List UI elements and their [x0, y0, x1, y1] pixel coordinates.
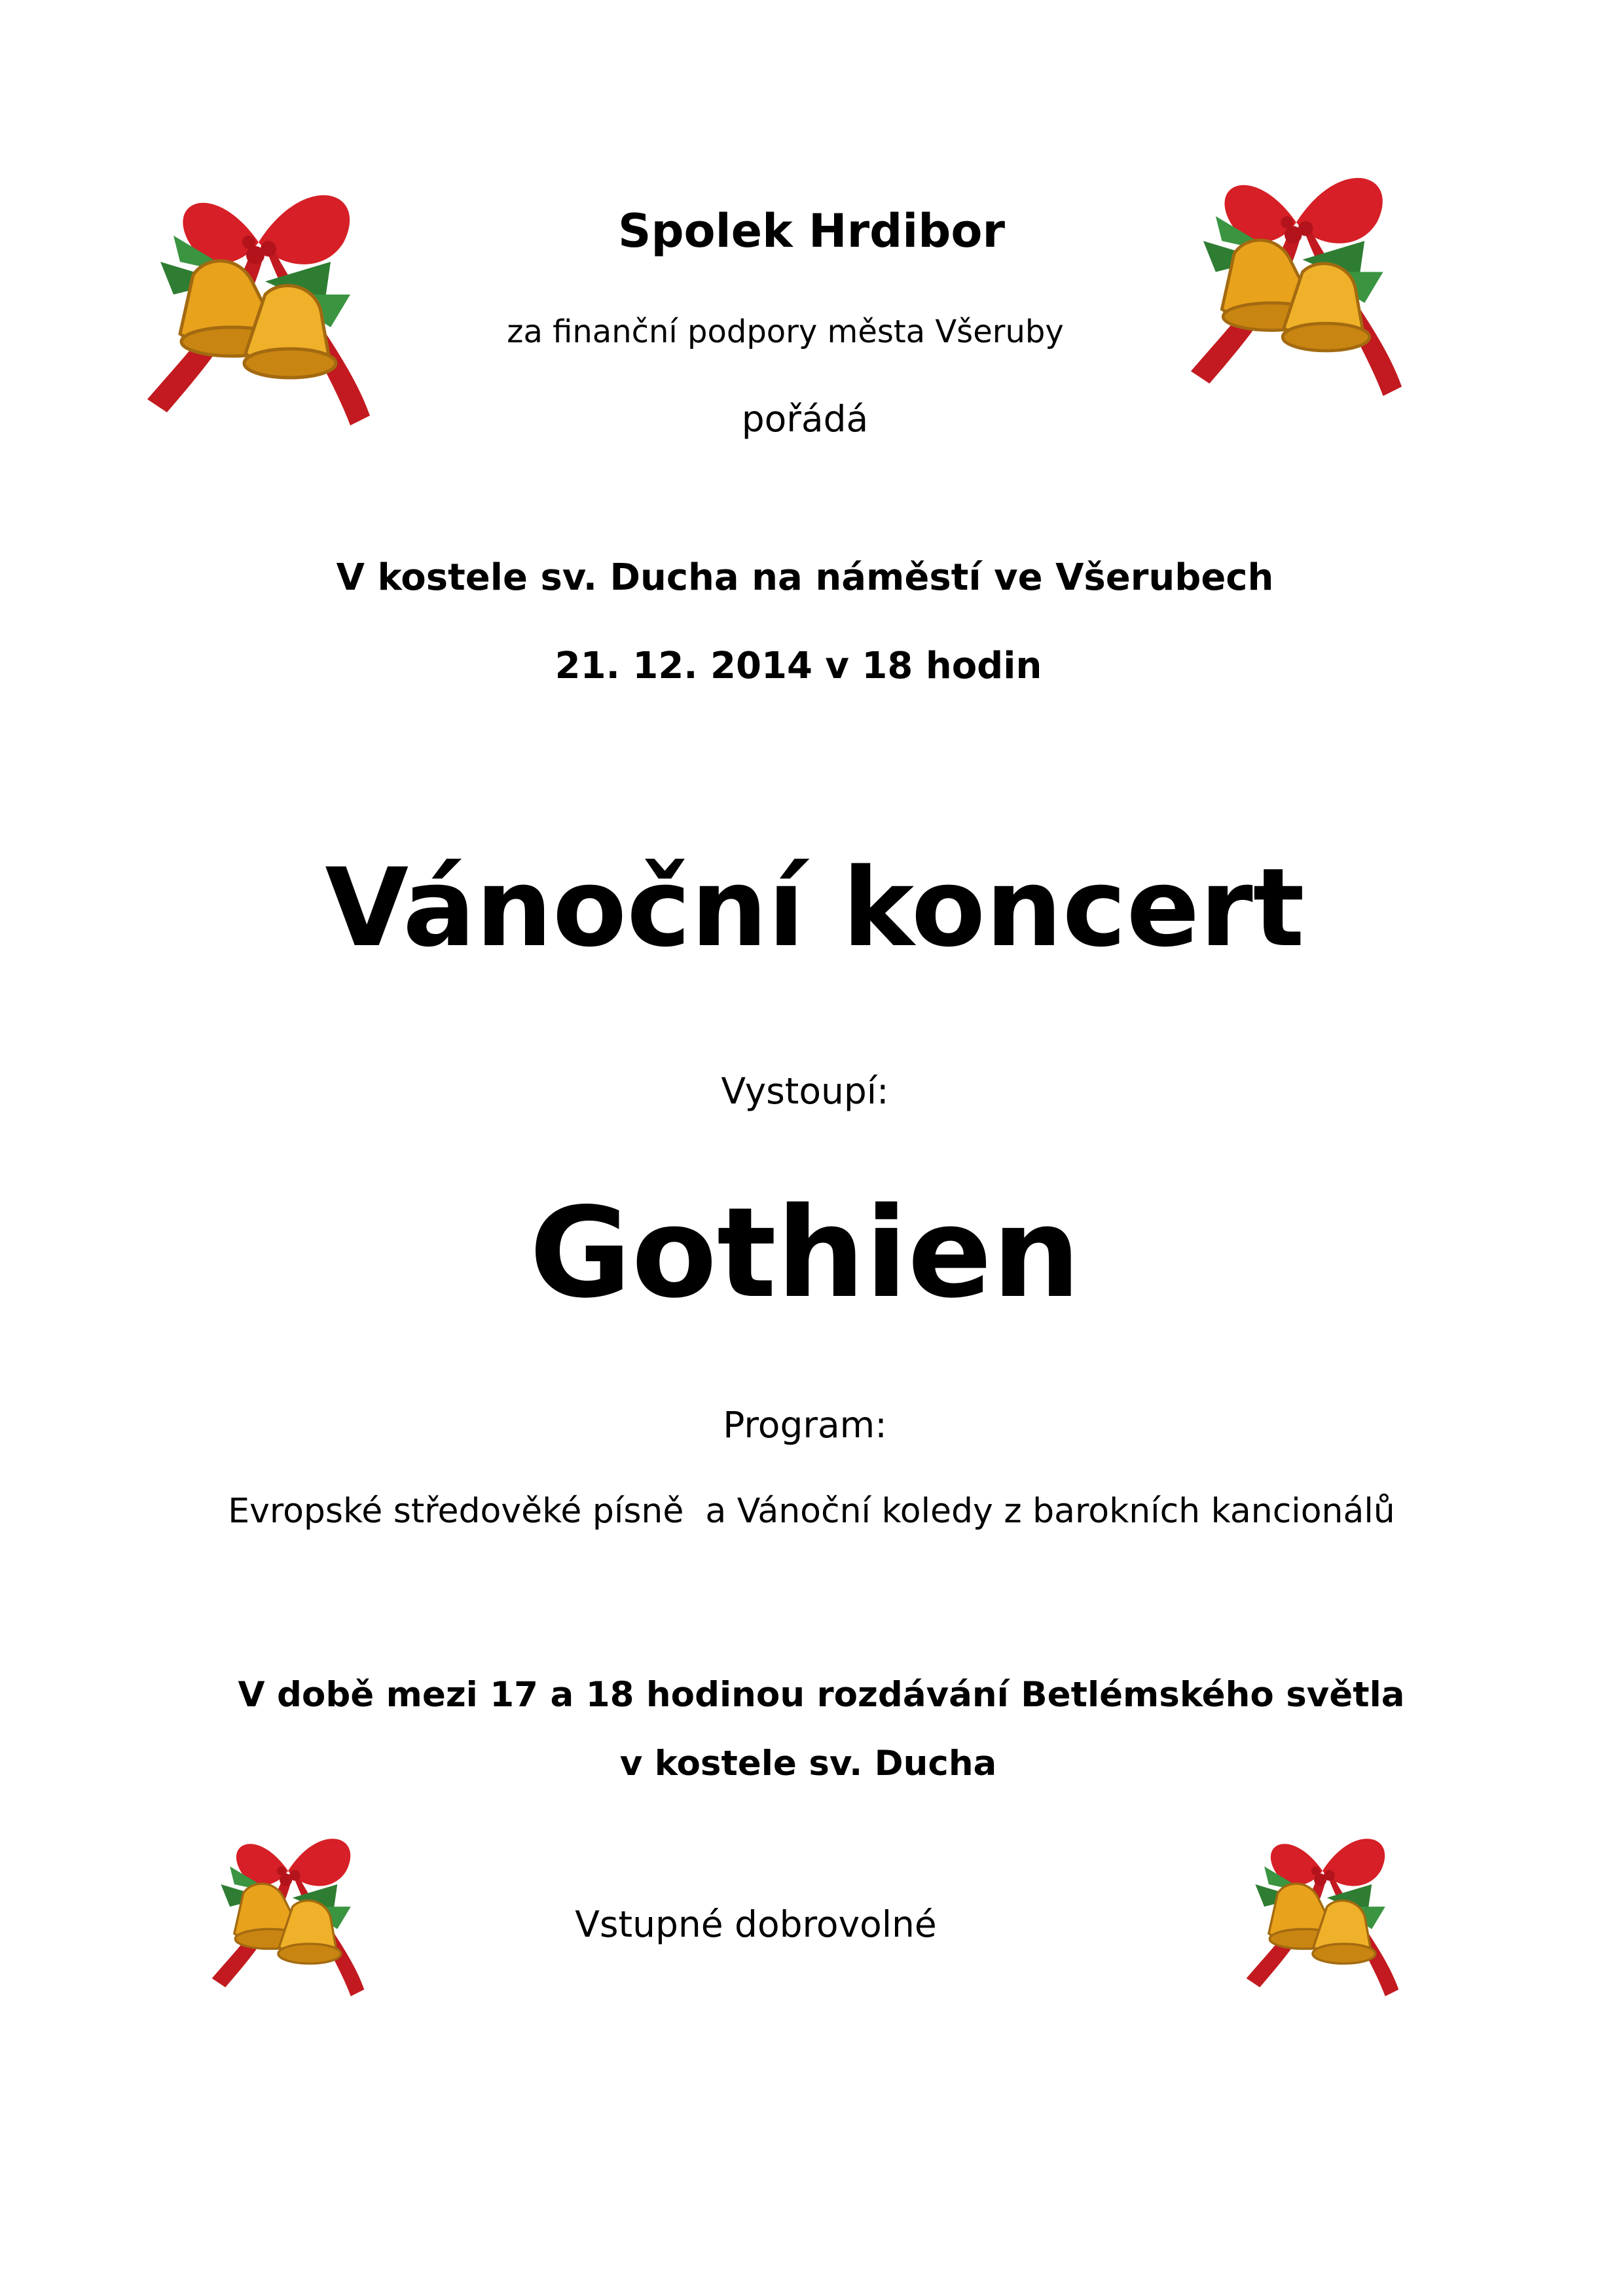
event-title: Vánoční koncert [325, 845, 1305, 971]
venue-line: V kostele sv. Ducha na náměstí ve Všerubech [336, 556, 1274, 599]
admission-line: Vstupné dobrovolné [575, 1903, 937, 1945]
support-line: za finanční podpory města Všeruby [507, 314, 1064, 350]
program-label: Program: [723, 1404, 887, 1446]
performers-label: Vystoupí: [721, 1070, 889, 1112]
organizer-name: Spolek Hrdibor [618, 204, 1005, 258]
bethlehem-light-line-2: v kostele sv. Ducha [619, 1744, 997, 1784]
bethlehem-light-line-1: V době mezi 17 a 18 hodinou rozdávání Betlémského světla [238, 1675, 1405, 1715]
program-description: Evropské středověké písně a Vánoční koledy z barokních kancionálů [228, 1492, 1395, 1531]
performer-name: Gothien [529, 1181, 1081, 1325]
christmas-bells-icon-top-left-svg [134, 164, 383, 439]
presents-line: pořádá [741, 398, 869, 440]
christmas-bells-icon-top-right-svg [1178, 147, 1414, 409]
christmas-bells-icon [134, 164, 383, 439]
datetime-line: 21. 12. 2014 v 18 hodin [555, 645, 1042, 687]
christmas-bells-icon [1178, 147, 1414, 409]
